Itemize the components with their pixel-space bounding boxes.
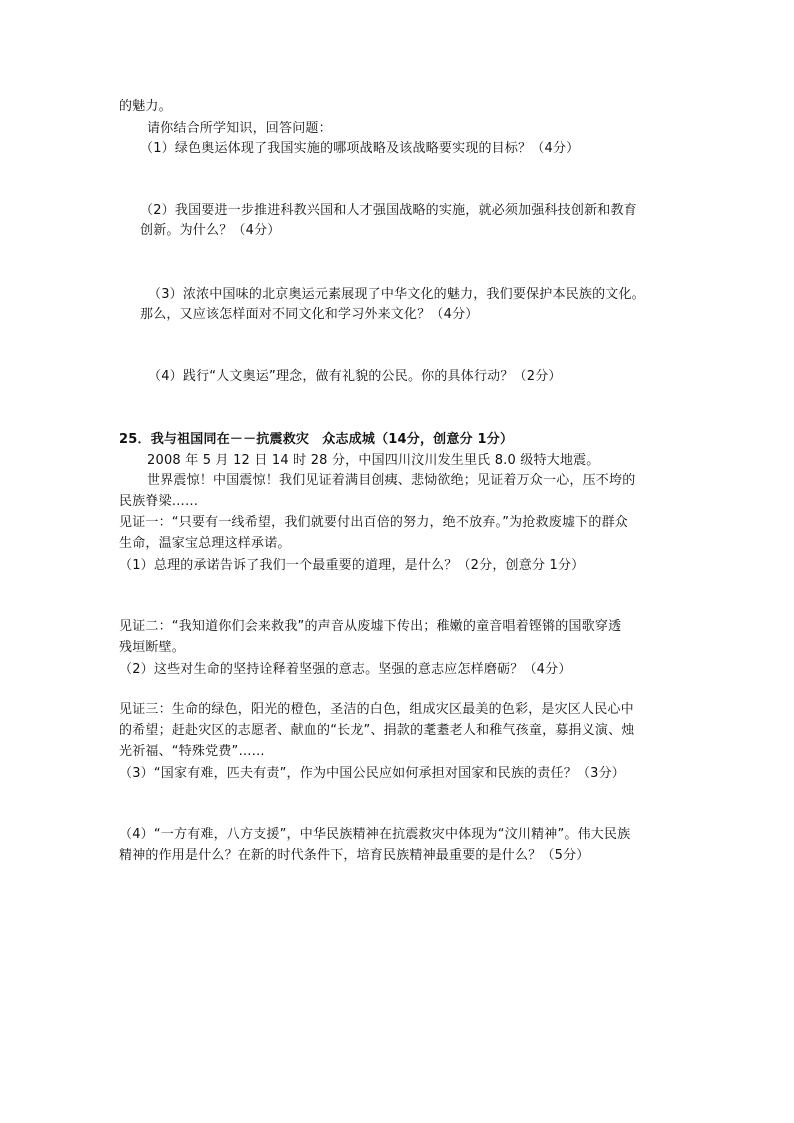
- q25-heading: 25．我与祖国同在－－抗震救灾 众志成城（14分，创意分 1分）: [119, 432, 514, 447]
- witness-3-question: （3）“国家有难，匹夫有责”，作为中国公民应如何承担对国家和民族的责任？（3分）: [119, 766, 626, 781]
- q25-intro-2-line-2: 民族脊梁……: [119, 494, 199, 509]
- q25-intro-1: 2008 年 5 月 12 日 14 时 28 分，中国四川汶川发生里氏 8.0 级特大地震。: [147, 453, 600, 468]
- q25-intro-2-line-1: 世界震惊！中国震惊！我们见证着满目创痍、悲恸欲绝；见证着万众一心，压不垮的: [147, 473, 636, 488]
- witness-1-line-2: 生命，温家宝总理这样承诺。: [119, 536, 291, 551]
- question-4: （4）践行“人文奥运”理念，做有礼貌的公民。你的具体行动？（2分）: [148, 369, 562, 384]
- witness-4-line-2: 精神的作用是什么？在新的时代条件下，培育民族精神最重要的是什么？（5分）: [119, 848, 590, 863]
- witness-3-line-3: 光祈福、“特殊党费”……: [119, 744, 265, 759]
- witness-4-line-1: （4）“一方有难，八方支援”，中华民族精神在抗震救灾中体现为“汶川精神”。伟大民族: [119, 827, 631, 842]
- question-2-line-1: （2）我国要进一步推进科教兴国和人才强国战略的实施，就必须加强科技创新和教育: [140, 203, 637, 218]
- witness-3-line-1: 见证三：生命的绿色，阳光的橙色，圣洁的白色，组成灾区最美的色彩，是灾区人民心中: [119, 702, 634, 717]
- continuation-tail: 的魅力。: [119, 99, 172, 114]
- witness-1-line-1: 见证一：“只要有一线希望，我们就要付出百倍的努力，绝不放弃。”为抢救废墟下的群众: [119, 515, 628, 530]
- question-1: （1）绿色奥运体现了我国实施的哪项战略及该战略要实现的目标？（4分）: [140, 141, 580, 156]
- question-2-line-2: 创新。为什么？（4分）: [140, 223, 281, 238]
- witness-3-line-2: 的希望；赶赴灾区的志愿者、献血的“长龙”、捐款的耄耋老人和稚气孩童，募捐义演、烛: [119, 723, 635, 738]
- answer-prompt: 请你结合所学知识，回答问题：: [147, 121, 332, 136]
- witness-2-line-1: 见证二：“我知道你们会来救我”的声音从废墟下传出；稚嫩的童音唱着铿锵的国歌穿透: [119, 619, 622, 634]
- witness-2-question: （2）这些对生命的坚持诠释着坚强的意志。坚强的意志应怎样磨砺？（4分）: [119, 662, 572, 677]
- question-3-line-1: （3）浓浓中国味的北京奥运元素展现了中华文化的魅力，我们要保护本民族的文化。: [148, 287, 645, 302]
- witness-1-question: （1）总理的承诺告诉了我们一个最重要的道理，是什么？（2分，创意分 1分）: [119, 558, 585, 573]
- question-3-line-2: 那么，又应该怎样面对不同文化和学习外来文化？（4分）: [140, 307, 479, 322]
- witness-2-line-2: 残垣断壁。: [119, 640, 186, 655]
